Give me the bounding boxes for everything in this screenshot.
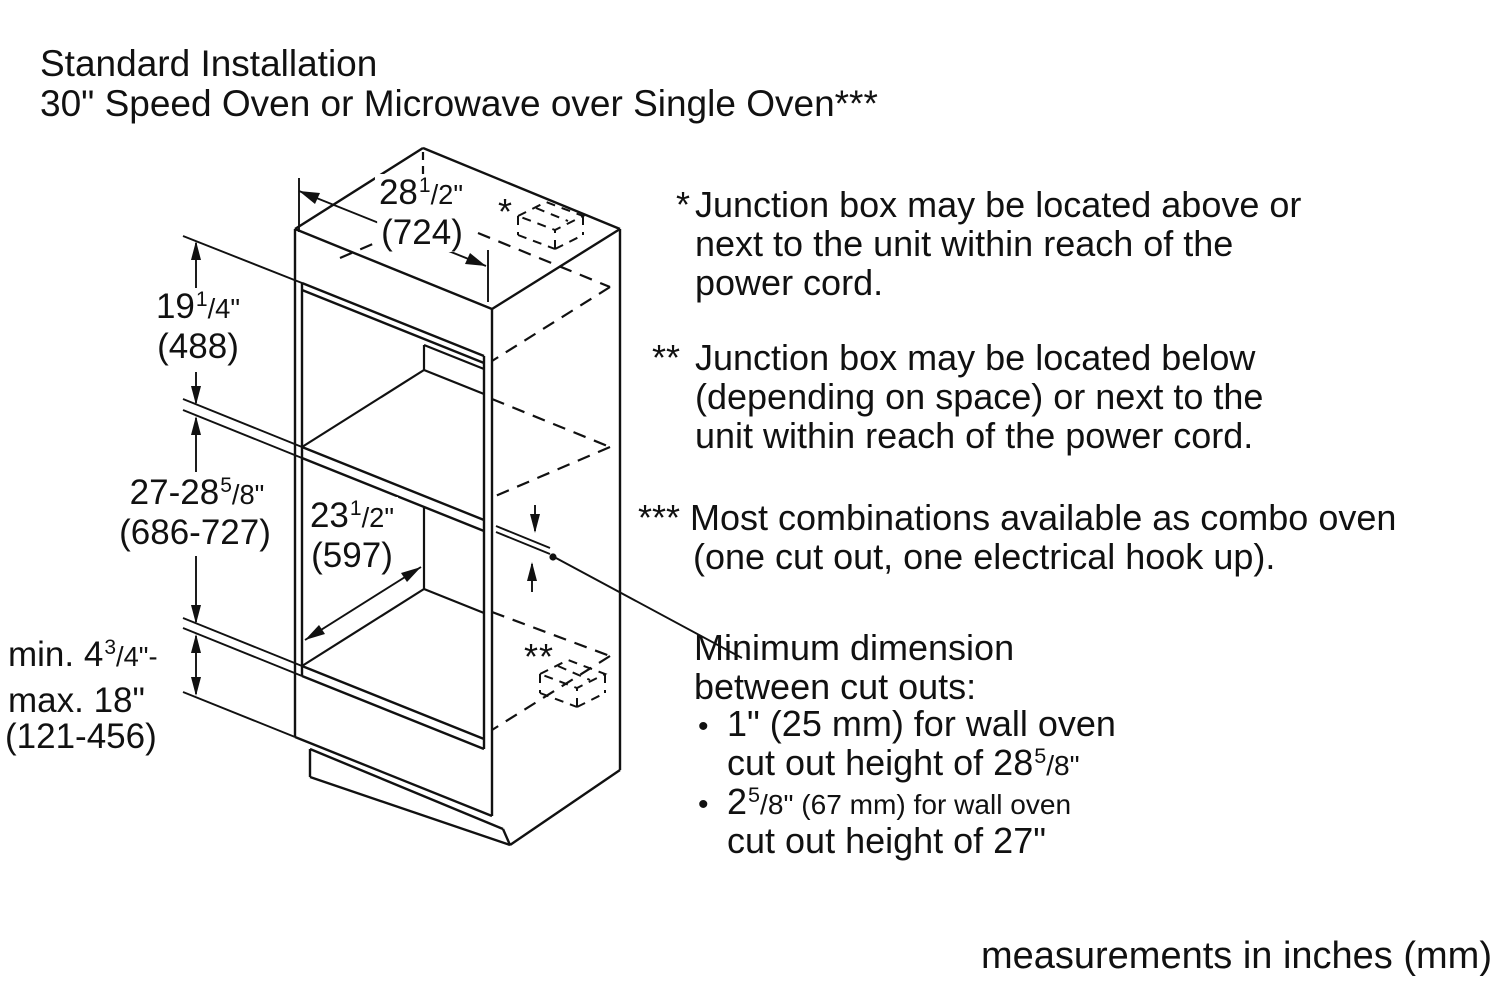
dim-depth-mm: (597) — [307, 537, 397, 575]
min-dim-bullet2-line2: cut out height of 27" — [727, 820, 1047, 861]
min-dim-title-line1: Minimum dimension — [694, 627, 1015, 668]
dimension-lines — [183, 178, 742, 737]
min-dim-bullet1-line2: cut out height of $28^5/8$" — [727, 742, 1080, 783]
dim-bottom-min: min. $4^3/4"-$ — [8, 635, 158, 674]
leader-dot — [549, 553, 556, 560]
note2-line2: (depending on space) or next to the — [695, 376, 1264, 417]
dim-upper-height-inches: $19^1/4$" — [155, 287, 241, 326]
note1-line1: Junction box may be located above or — [695, 184, 1302, 225]
min-dim-title-line2: between cut outs: — [694, 666, 977, 707]
dim-lower-height-mm: (686-727) — [119, 513, 271, 552]
dim-bottom-mm: (121-456) — [5, 717, 157, 756]
units-note: measurements in inches (mm) — [980, 935, 1492, 977]
side-junction-marker: ** — [524, 636, 555, 677]
note3-marker: *** — [638, 497, 681, 538]
page-title-line2: 30" Speed Oven or Microwave over Single Oven*** — [40, 83, 878, 124]
top-junction-marker: * — [498, 191, 514, 232]
dim-lower-height-inches: $27-28^5/8$" — [129, 473, 265, 512]
bullet2-icon: • — [698, 788, 709, 821]
page-title-line1: Standard Installation — [40, 43, 378, 84]
note3-line2: (one cut out, one electrical hook up). — [693, 536, 1276, 577]
dim-width-mm: (724) — [377, 214, 467, 252]
note2-line1: Junction box may be located below — [695, 337, 1256, 378]
note2-marker: ** — [652, 337, 681, 378]
note1-line2: next to the unit within reach of the — [695, 223, 1234, 264]
bullet1-icon: • — [698, 710, 709, 743]
dim-depth-inches: $23^1/2$" — [306, 497, 398, 535]
note3-line1: Most combinations available as combo oven — [690, 497, 1397, 538]
dim-bottom-max: max. 18" — [8, 681, 145, 720]
min-dim-bullet1-line1: 1" (25 mm) for wall oven — [727, 703, 1116, 744]
dim-upper-height-mm: (488) — [157, 327, 239, 366]
min-dim-bullet2-line1: $2^5/8$" (67 mm) for wall oven — [727, 781, 1072, 822]
note2-line3: unit within reach of the power cord. — [695, 415, 1254, 456]
note1-line3: power cord. — [695, 262, 884, 303]
note1-marker: * — [676, 184, 691, 225]
dim-width-inches: $28^1/2$" — [375, 174, 467, 212]
